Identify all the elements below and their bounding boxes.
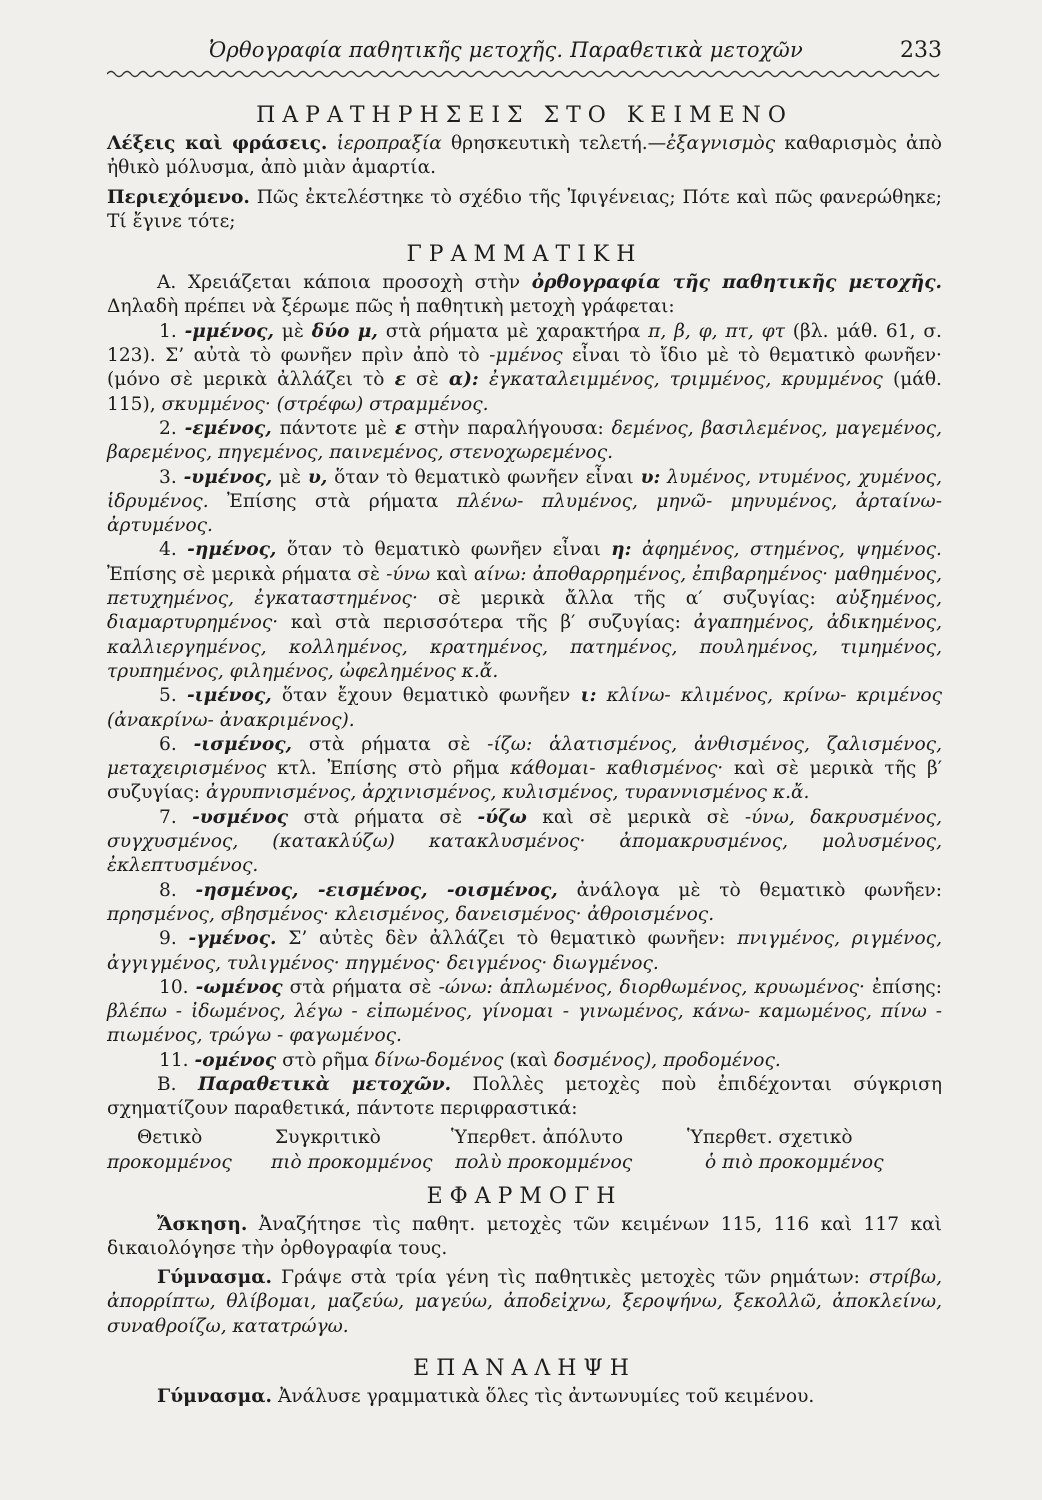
rule-example: προδομένος. [663,1049,781,1071]
rule-text: ὅταν τὸ θεματικὸ φωνῆεν εἶναι [334,466,634,488]
rule-example: -ύνω, [744,806,795,828]
rule-example: ἀγρυπνισμένος, ἀρχινισμένος, κυλισμένος, τυραννισμένος κ.ἄ. [205,782,810,804]
words-label: Λέξεις καὶ φράσεις. [107,133,328,154]
rule-text: (καὶ [509,1049,549,1071]
list-item [107,879,942,928]
rule-emph: υ, [307,466,328,488]
rule-text: ὅταν ἔχουν θεματικὸ φωνῆεν [281,685,571,707]
table-header: Θετικὸ [137,1126,203,1148]
rule-suffix: -μμένος, [184,320,274,342]
rule-text: Σ’ αὐτὲς δὲν ἀλλάζει τὸ θεματικὸ φωνῆεν: [288,928,726,950]
rule-text: στὰ ρήματα σὲ [303,806,463,828]
practice-label: Γύμνασμα. [157,1267,273,1289]
rule-example: ἀποθαρρημένος, ἐπιβαρημένος· μαθημένος, πετυχημένος, ἐγκαταστημένος· [107,563,942,610]
page-number: 233 [900,38,942,63]
rule-text: ἐπίσης: [871,976,942,998]
rule-number: 9. [159,928,177,950]
rule-emph: ε [394,369,406,391]
rule-text: καὶ σὲ μερικὰ σὲ [542,806,730,828]
rule-example: -μμένος [489,345,563,367]
rule-suffix: -ομένος [194,1049,277,1071]
rule-number: 3. [159,466,177,488]
review-text: Ἀνάλυσε γραμματικὰ ὅλες τὶς ἀντωνυμίες τοῦ κειμένου. [277,1386,815,1408]
table-cell: πολὺ προκομμένος [455,1151,633,1173]
practice-words: στρίβω, ἀπορρίπτω, θλίβομαι, μαζεύω, μαγεύω, ἀποδεἰχνω, ξεροψήνω, ξεκολλῶ, ἀποκλείνω, συναθροίζω, κατατρώγω. [107,1267,942,1337]
list-item [107,538,942,684]
list-item [107,976,942,1049]
content-label: Περιεχόμενο. [107,186,250,208]
list-item [107,417,942,466]
rule-text: καὶ [436,563,468,585]
list-item [107,1049,942,1073]
rule-number: 6. [159,733,177,755]
list-item [107,684,942,733]
rule-example: δοσμένος), [554,1049,658,1071]
grammar-a-emph: ὀρθογραφία τῆς παθητικῆς μετοχῆς. [531,272,942,294]
rule-number: 7. [159,806,177,828]
rule-text: ἀνάλογα μὲ τὸ θεματικὸ φωνῆεν: [576,879,943,901]
application-heading: ΕΦΑΡΜΟΓΗ [426,1183,623,1209]
rule-example: σκυμμένος· (στρέφω) στραμμένος. [161,393,489,415]
rule-example: ἐγκαταλειμμένος, τριμμένος, κρυμμένος [488,369,883,391]
rule-suffix: -υσμένος [192,806,289,828]
words-def-1: θρησκευτικὴ τελετή.— [450,133,667,154]
grammar-b-text: Πολλὲς μετοχὲς ποὺ ἐπιδέχονται σύγκριση σχηματίζουν παραθετικά, πάντοτε περιφραστικά: [107,1073,942,1120]
table-cell: ὁ πιὸ προκομμένος [705,1151,884,1173]
list-item [107,733,942,806]
rule-number: 10. [159,976,189,998]
grammar-a-text: Χρειάζεται κάποια προσοχὴ στὴν [188,272,521,294]
words-def-2: καθαρισμὸς ἀπὸ ἠθικὸ μόλυσμα, ἀπὸ μιὰν ἁμαρτία. [107,133,943,179]
review-heading: ΕΠΑΝΑΛΗΨΗ [413,1356,636,1382]
rule-example: -ύνω [386,563,431,585]
rule-example: -ώνω: [438,976,493,998]
exercise-paragraph [107,1213,942,1262]
practice-paragraph [107,1266,942,1339]
rule-emph: ε [394,417,407,439]
content-paragraph [107,186,942,235]
table-header: Ὑπερθετ. ἀπόλυτο [451,1126,624,1148]
rule-number: 4. [159,539,177,561]
exercise-text: Ἀναζήτησε τὶς παθητ. μετοχὲς τῶν κειμένων 115, 116 καὶ 117 καὶ δικαιολόγησε τὴν ὀρθογραφία τους. [107,1213,942,1259]
rule-example: αὐξημένος, διαμαρτυρημένος· [107,588,942,634]
words-term-1: ἱεροπραξία [336,133,442,154]
rule-text: (μάθ. 115), [107,369,942,415]
rule-example: ἀγαπημένος, ἀδικημένος, καλλιεργημένος, κολλημένος, κρατημένος, πατημένος, πουλημένος, τιμημένος, τρυπημένος, φιλημένος, ὠφελημένος κ.ἄ. [107,612,942,682]
rule-example: κάθομαι- καθισμένος· [510,758,724,780]
rule-example: δίνω-δομένος [374,1049,504,1071]
rule-suffix: -ησμένος, -εισμένος, -οισμένος, [195,879,558,901]
grammar-b-label: Β. [157,1073,177,1095]
rule-suffix: -ωμένος [195,976,283,998]
rule-example: λυμένος, ντυμένος, χυμένος, ἱδρυμένος. [107,466,942,512]
table-cell: προκομμένος [107,1151,232,1173]
table-cell: πιὸ προκομμένος [271,1151,433,1173]
rule-text: στὸ ρῆμα [282,1049,369,1071]
rule-text: στὰ ρήματα μὲ χαρακτήρα [385,320,641,342]
rule-example: π, β, φ, πτ, φτ [648,320,785,342]
remarks-heading: ΠΑΡΑΤΗΡΗΣΕΙΣ ΣΤΟ ΚΕΙΜΕΝΟ [256,103,793,128]
rule-text: (βλ. μάθ. 61, σ. 123). Σ’ αὐτὰ τὸ φωνῆεν πρὶν ἀπὸ τὸ [107,320,942,367]
rule-text: μὲ [279,466,302,488]
rule-example: -ίζω: [487,733,533,755]
rule-suffix: -ημένος, [187,539,277,561]
comparison-table [107,1126,942,1176]
rule-text: εἶναι τὸ ἴδιο μὲ τὸ θεματικὸ φωνῆεν· (μόνο σὲ μερικὰ ἀλλάζει τὸ [107,345,942,391]
grammar-a-text2: Δηλαδὴ πρέπει νὰ ξέρωμε πῶς ἡ παθητικὴ μετοχὴ γράφεται: [107,296,675,318]
rule-example: ἀφημένος, στημένος, ψημένος. [641,539,942,561]
rule-text: σὲ μερικὰ ἄλλα τῆς α′ συζυγίας: [438,588,816,610]
rule-emph: η: [611,539,632,561]
review-paragraph [107,1385,942,1409]
rule-example: ἁλατισμένος, ἀνθισμένος, ζαλισμένος, μεταχειρισμένος [107,733,942,780]
review-label: Γύμνασμα. [157,1386,273,1408]
running-title: Ὀρθογραφία παθητικῆς μετοχῆς. Παραθετικὰ μετοχῶν [209,38,803,62]
grammar-b-emph: Παραθετικὰ μετοχῶν. [197,1073,452,1095]
rule-example: πρησμένος, σβησμένος· κλεισμένος, δανεισμένος· ἀθροισμένος. [107,903,715,925]
rule-text: καὶ σὲ μερικὰ τῆς β′ συζυγίας: [107,758,942,804]
words-term-2: ἐξαγνισμὸς [666,133,776,154]
grammar-a-label: Α. [157,272,177,294]
rule-text: Ἐπίσης σὲ μερικὰ ρήματα σὲ [107,563,381,585]
page-content [107,100,942,1409]
rule-text: καὶ στὰ περισσότερα τῆς β′ συζυγίας: [290,612,681,634]
rule-number: 5. [159,685,177,707]
rule-example: βλέπω - ἰδωμένος, λέγω - εἰπωμένος, γίνομαι - γινωμένος, κάνω- καμωμένος, πίνω - πιωμένος, τρώγω - φαγωμένος. [107,1001,942,1047]
rule-example: πλένω- πλυμένος, μηνῶ- μηνυμένος, ἀρταίνω- ἀρτυμένος. [107,490,943,537]
rule-text: στὰ ρήματα σὲ [308,733,471,755]
rule-example: κλίνω- κλιμένος, κρίνω- κριμένος (ἀνακρίνω- ἀνακριμένος). [107,685,943,731]
rule-suffix: -εμένος, [184,417,272,439]
rule-text: στὴν παραλήγουσα: [414,417,604,439]
rule-emph: ι: [580,685,597,707]
rule-text: στὰ ρήματα σὲ [289,976,432,998]
rule-text: κτλ. Ἐπίσης στὸ ρῆμα [277,758,500,780]
rule-example: -ύζω [477,806,527,828]
rule-text: μὲ [281,320,304,342]
rule-suffix: -γμένος. [188,928,277,950]
grammar-heading: ΓΡΑΜΜΑΤΙΚΗ [406,242,643,268]
grammar-a-paragraph [107,271,942,320]
table-header: Συγκριτικὸ [275,1126,381,1148]
rule-number: 2. [159,417,177,439]
words-paragraph [107,132,942,181]
rule-text: ὅταν τὸ θεματικὸ φωνῆεν εἶναι [286,539,601,561]
wavy-rule [107,68,942,80]
rule-text: Ἐπίσης στὰ ρήματα [226,490,439,512]
rule-emph: α): [448,369,479,391]
rule-example: πνιγμένος, ριγμένος, ἀγγιγμένος, τυλιγμένος· πηγμένος· δειγμένος· διωγμένος. [107,928,942,974]
list-item [107,806,942,879]
list-item [107,320,942,417]
rule-text: πάντοτε μὲ [279,417,387,439]
rule-text: σὲ [416,369,439,391]
suffix-list [107,320,942,1073]
rule-number: 8. [159,879,177,901]
page-header [107,38,942,70]
grammar-b-paragraph [107,1073,942,1122]
rule-suffix: -ιμένος, [186,685,272,707]
rule-example: ἁπλωμένος, διορθωμένος, κρυωμένος· [499,976,865,998]
practice-text: Γράψε στὰ τρία γένη τὶς παθητικὲς μετοχὲς τῶν ρημάτων: [281,1267,860,1289]
list-item [107,927,942,976]
exercise-label: Ἄσκηση. [157,1213,248,1235]
rule-suffix: -ισμένος, [193,733,293,755]
rule-number: 11. [159,1049,189,1071]
rule-suffix: -υμένος, [183,466,273,488]
rule-example: δεμένος, βασιλεμένος, μαγεμένος, βαρεμένος, πηγεμένος, παινεμένος, στενοχωρεμένος. [107,417,942,464]
rule-emph: δύο μ, [311,320,378,342]
rule-example: δακρυσμένος, συγχυσμένος, (κατακλύζω) κατακλυσμένος· ἀπομακρυσμένος, μολυσμένος, ἐκλεπτυσμένος. [107,806,942,877]
content-text: Πῶς ἐκτελέστηκε τὸ σχέδιο τῆς Ἰφιγένειας; Πότε καὶ πῶς φανερώθηκε; Τί ἔγινε τότε; [107,186,942,232]
table-header: Ὑπερθετ. σχετικὸ [687,1126,853,1148]
rule-number: 1. [159,320,177,342]
list-item [107,466,942,539]
rule-emph: υ: [640,466,661,488]
rule-example: αίνω: [473,563,527,585]
